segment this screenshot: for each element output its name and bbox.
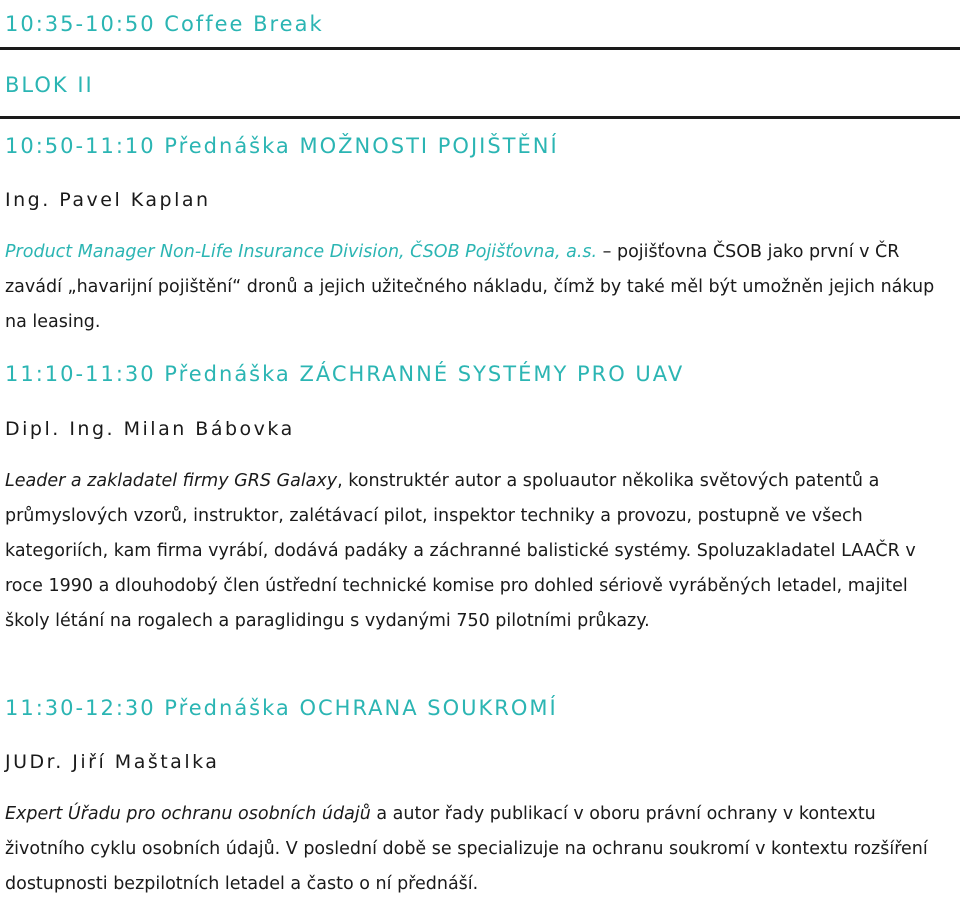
coffee-break-heading: 10:35-10:50 Coffee Break [5, 12, 324, 36]
talk-1-organization[interactable]: Product Manager Non-Life Insurance Division, ČSOB Pojišťovna, a.s. [5, 242, 598, 262]
divider-rule [0, 47, 960, 50]
divider-rule [0, 116, 960, 119]
talk-1-speaker: Ing. Pavel Kaplan [5, 189, 211, 211]
talk-2-description [5, 464, 957, 639]
talk-2-organization: Leader a zakladatel firmy GRS Galaxy [5, 471, 338, 491]
talk-2-heading: 11:10-11:30 Přednáška ZÁCHRANNÉ SYSTÉMY PRO UAV [5, 362, 685, 386]
talk-1-text: – pojišťovna ČSOB jako první v ČR zavádí „havarijní pojištění“ dronů a jejich užitečného nákladu, čímž by také měl být umožněn jejich nákup na leasing. [5, 242, 935, 332]
talk-1-description [5, 235, 957, 340]
block-heading: BLOK II [5, 73, 94, 97]
talk-2-speaker: Dipl. Ing. Milan Bábovka [5, 418, 295, 440]
talk-3-speaker: JUDr. Jiří Maštalka [5, 751, 220, 773]
talk-3-organization: Expert Úřadu pro ochranu osobních údajů [5, 804, 371, 824]
talk-3-heading: 11:30-12:30 Přednáška OCHRANA SOUKROMÍ [5, 696, 558, 720]
talk-2-text: , konstruktér autor a spoluautor několika světových patentů a průmyslových vzorů, instruktor, zalétávací pilot, inspektor techniky a provozu, postupně ve všech kategoriích, kam firma vyrábí, dodává padáky a záchranné balistické systémy. Spoluzakladatel LAAČR v roce 1990 a dlouhodobý člen ústřední technické komise pro dohled sériově vyráběných letadel, majitel školy létání na rogalech a paraglidingu s vydanými 750 pilotními průkazy. [5, 471, 916, 631]
talk-1-heading: 10:50-11:10 Přednáška MOŽNOSTI POJIŠTĚNÍ [5, 134, 559, 158]
talk-3-text: a autor řady publikací v oboru právní ochrany v kontextu životního cyklu osobních údajů. V poslední době se specializuje na ochranu soukromí v kontextu rozšíření dostupnosti bezpilotních letadel a často o ní přednáší. [5, 804, 928, 894]
talk-3-description [5, 797, 957, 902]
